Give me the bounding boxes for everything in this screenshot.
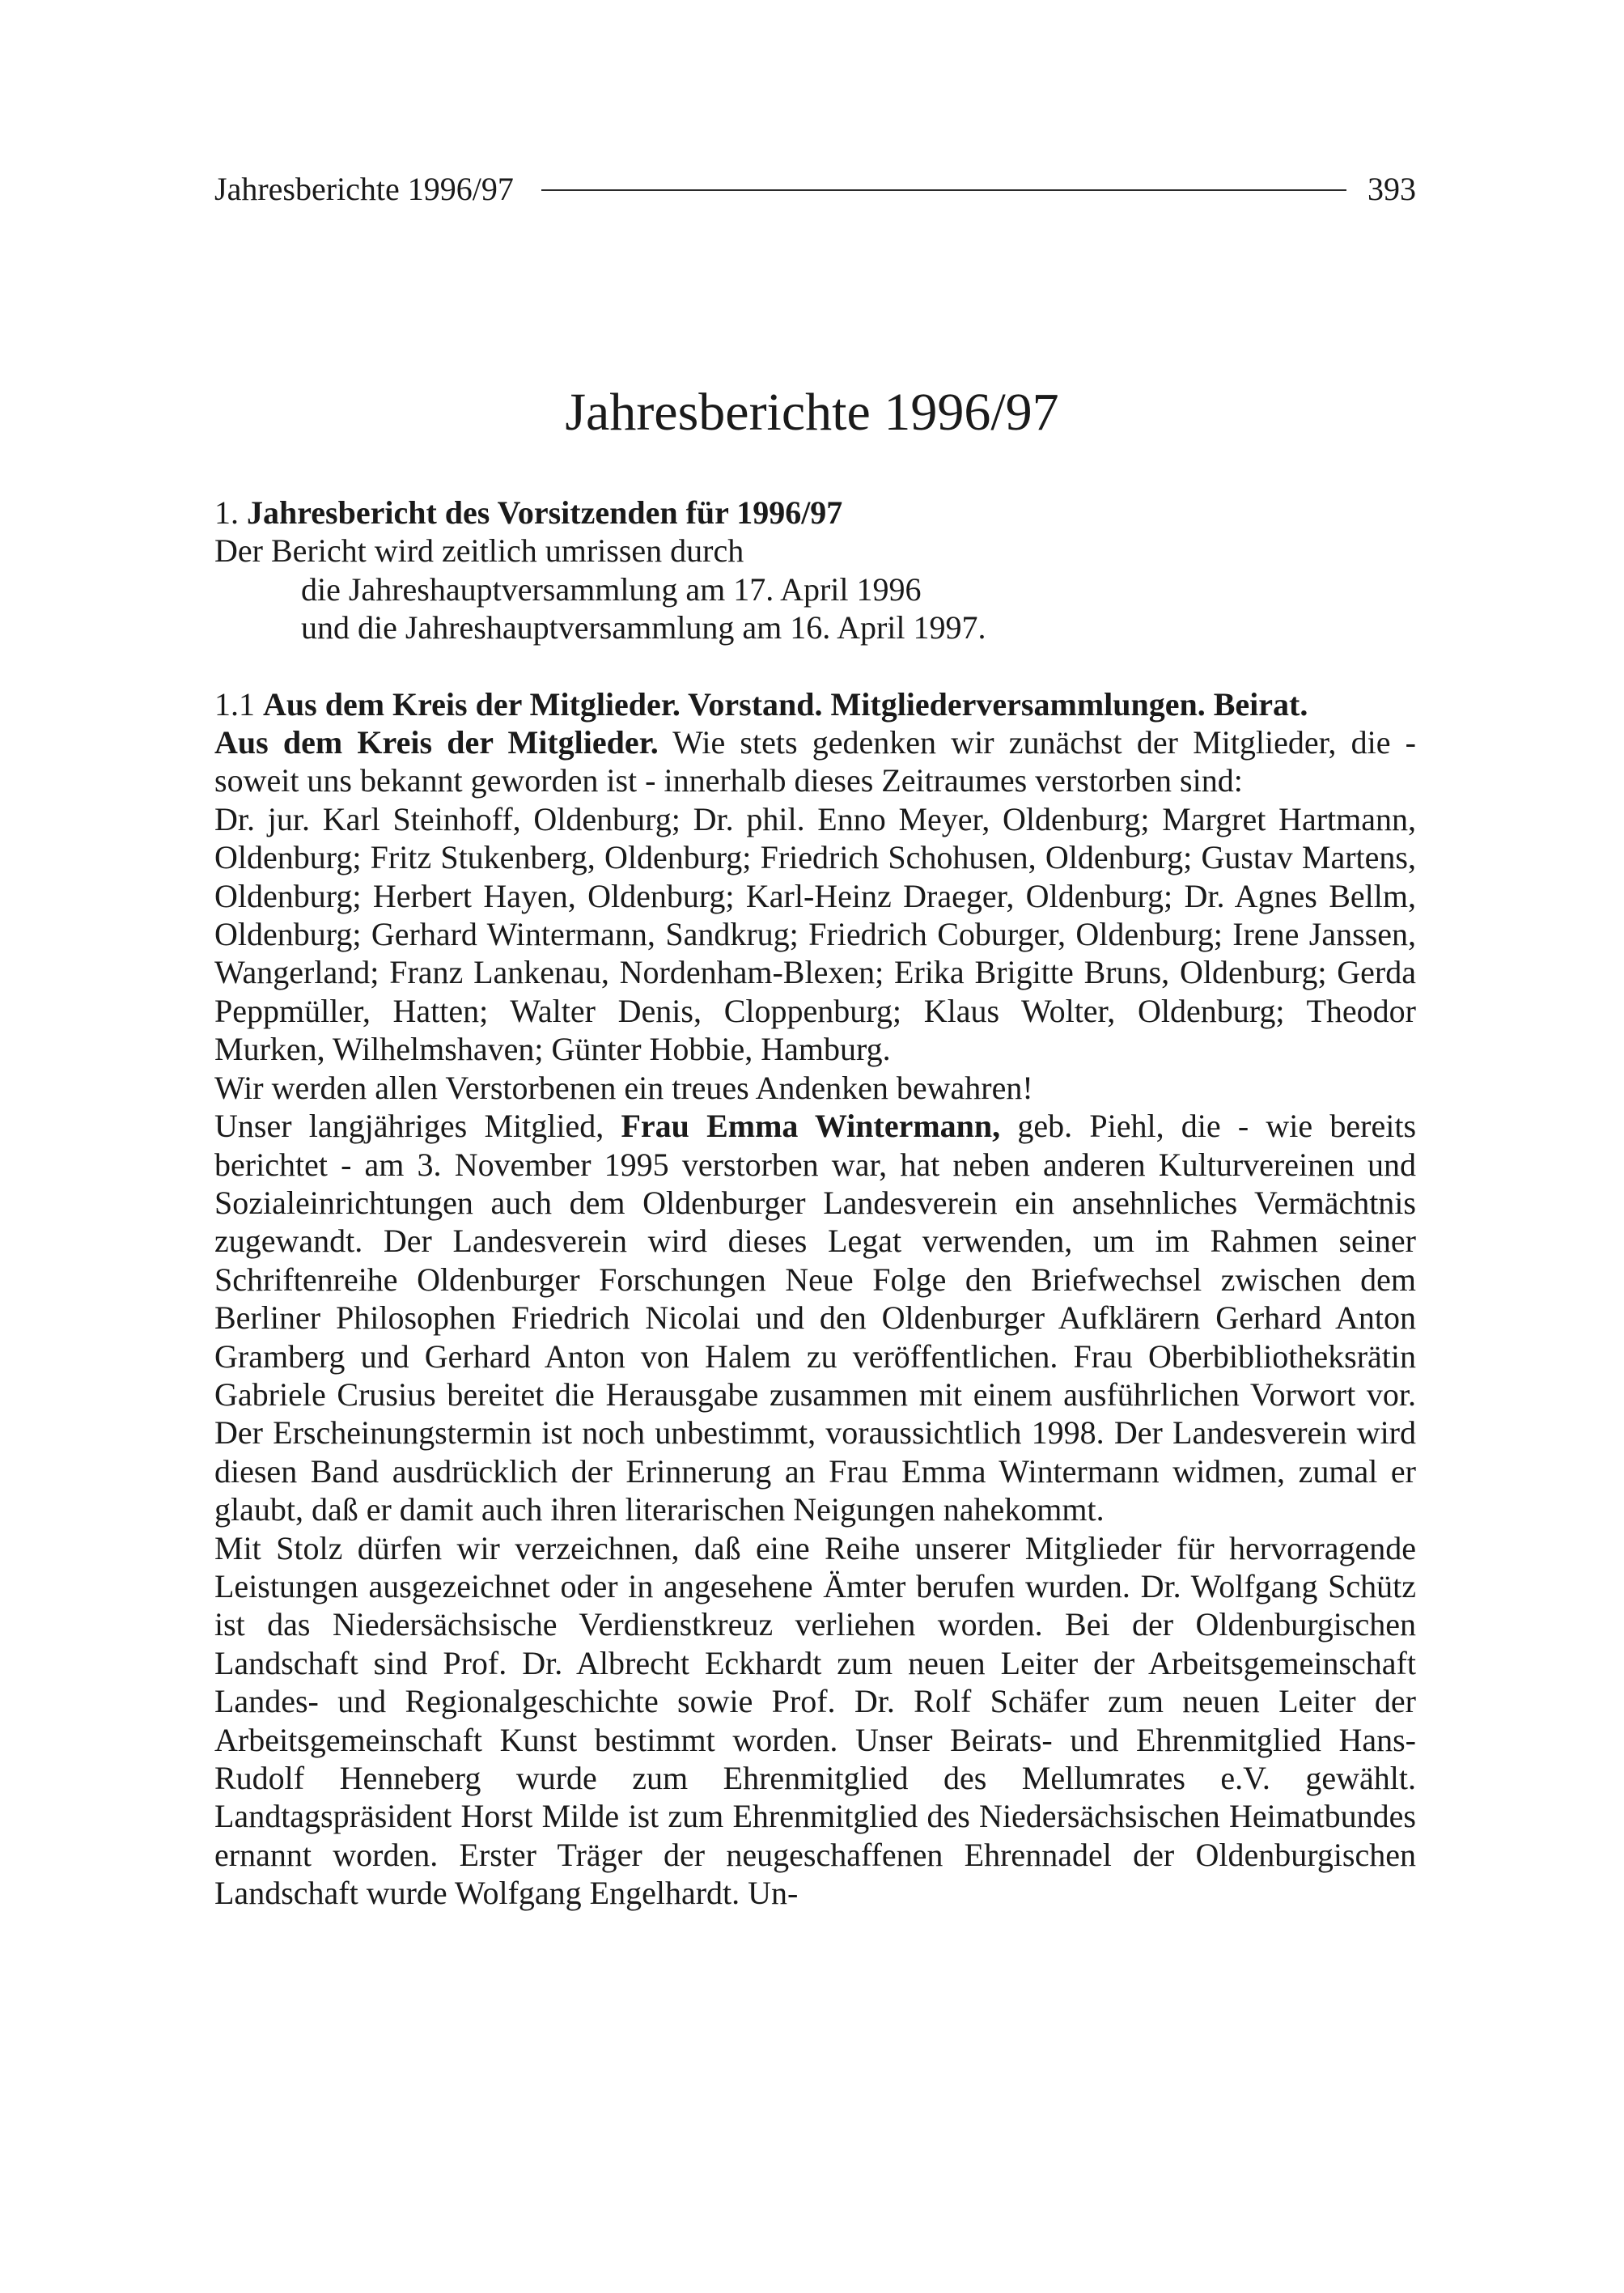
legacy-paragraph <box>214 1107 1416 1528</box>
legacy-text-post: geb. Piehl, die - wie bereits berichtet - am 3. November 1995 verstorben war, hat neben anderen Kulturvereinen und Sozialeinrichtungen auch dem Oldenburger Landesverein ein ansehnliches Vermächtnis zugewandt. Der Landesverein wird dieses Legat verwenden, um im Rahmen seiner Schriftenreihe Oldenburger Forschungen Neue Folge den Briefwechsel zwischen dem Berliner Philosophen Friedrich Nicolai und den Oldenburger Aufklärern Gerhard Anton Gramberg und Gerhard Anton von Halem zu veröffentlichen. Frau Oberbibliotheksrätin Gabriele Crusius bereitet die Herausgabe zusammen mit einem ausführlichen Vorwort vor. Der Erscheinungstermin ist noch unbestimmt, voraussichtlich 1998. Der Landesverein wird diesen Band ausdrücklich der Erinnerung an Frau Emma Wintermann widmen, zumal er glaubt, daß er damit auch ihren literarischen Neigungen nahekommt. <box>214 1108 1417 1528</box>
legacy-text-pre: Unser langjähriges Mitglied, <box>214 1108 621 1145</box>
members-paragraph <box>214 723 1416 800</box>
section-1-intro: Der Bericht wird zeitlich umrissen durch <box>214 532 744 570</box>
section-1-number: 1. <box>214 494 247 531</box>
running-head <box>214 166 1416 211</box>
members-intro-text: Wie stets gedenken wir zunächst der Mitglieder, die - soweit uns bekannt geworden ist - innerhalb dieses Zeitraumes verstorben sind: <box>214 724 1416 799</box>
section-1-heading <box>214 494 1416 532</box>
legacy-name: Frau Emma Wintermann, <box>621 1108 1001 1145</box>
members-subheading: Aus dem Kreis der Mitglieder. <box>214 724 659 761</box>
running-head-title: Jahresberichte 1996/97 <box>214 170 514 207</box>
memory-line: Wir werden allen Verstorbenen ein treues Andenken bewahren! <box>214 1069 1033 1106</box>
deceased-list: Dr. jur. Karl Steinhoff, Oldenburg; Dr. phil. Enno Meyer, Oldenburg; Margret Hartmann, Oldenburg; Fritz Stukenberg, Oldenburg; Friedrich Schohusen, Oldenburg; Gustav Martens, Oldenburg; Herbert Hayen, Oldenburg; Karl-Heinz Draeger, Oldenburg; Dr. Agnes Bellm, Oldenburg; Gerhard Wintermann, Sandkrug; Friedrich Coburger, Oldenburg; Irene Janssen, Wangerland; Franz Lankenau, Nordenham-Blexen; Erika Brigitte Bruns, Oldenburg; Gerda Peppmüller, Hatten; Walter Denis, Cloppenburg; Klaus Wolter, Oldenburg; Theodor Murken, Wilhelmshaven; Günter Hobbie, Hamburg. <box>214 800 1416 1068</box>
section-1-title: Jahresbericht des Vorsitzenden für 1996/97 <box>247 494 843 531</box>
honors-paragraph: Mit Stolz dürfen wir verzeichnen, daß eine Reihe unserer Mitglieder für hervorragende Leistungen ausgezeichnet oder in angesehene Ämter berufen wurden. Dr. Wolfgang Schütz ist das Niedersächsische Verdienstkreuz verliehen worden. Bei der Oldenburgischen Landschaft sind Prof. Dr. Albrecht Eckhardt zum neuen Leiter der Arbeitsgemeinschaft Landes- und Regionalgeschichte sowie Prof. Dr. Rolf Schäfer zum neuen Leiter der Arbeitsgemeinschaft Kunst bestimmt worden. Unser Beirats- und Ehrenmitglied Hans-Rudolf Henneberg wurde zum Ehrenmitglied des Mellumrates e.V. gewählt. Landtagspräsident Horst Milde ist zum Ehrenmitglied des Niedersächsischen Heimatbundes ernannt worden. Erster Träger der neugeschaffenen Ehrennadel der Oldenburgischen Landschaft wurde Wolfgang Engelhardt. Un- <box>214 1529 1416 1912</box>
section-1-1-heading <box>214 685 1416 723</box>
page-title: Jahresberichte 1996/97 <box>565 383 1059 442</box>
section-1-1-number: 1.1 <box>214 685 263 723</box>
section-1-line-2: und die Jahreshauptversammlung am 16. April 1997. <box>301 609 986 646</box>
section-1-1-title: Aus dem Kreis der Mitglieder. Vorstand. Mitgliederversammlungen. Beirat. <box>263 685 1308 723</box>
section-1-line-1: die Jahreshauptversammlung am 17. April 1996 <box>301 570 922 608</box>
running-head-rule <box>541 189 1346 191</box>
report-body <box>214 494 1416 1913</box>
page-number: 393 <box>1367 170 1416 207</box>
